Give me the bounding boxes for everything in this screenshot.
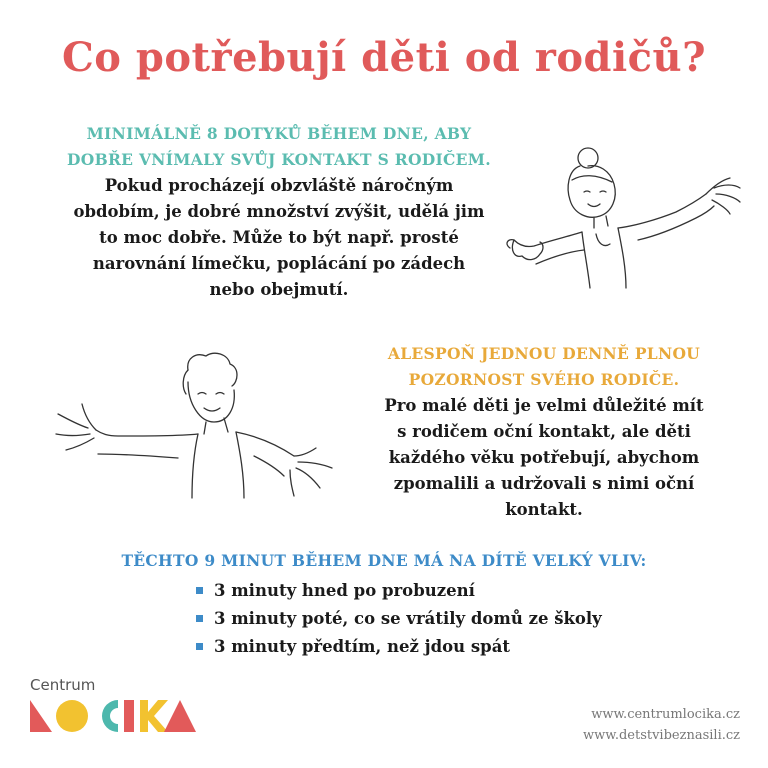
website-links bbox=[583, 704, 740, 746]
man-open-arms-illustration bbox=[48, 348, 348, 508]
section-touches-line-4: narovnání límečku, poplácání po zádech bbox=[92, 254, 466, 273]
centrum-locika-logo bbox=[28, 696, 198, 736]
section-attention-line-3: každého věku potřebují, abychom bbox=[388, 448, 700, 467]
section-touches-line-3: to moc dobře. Může to být např. prosté bbox=[99, 228, 459, 247]
section-attention-line-4: zpomalili a udržovali s nimi oční bbox=[393, 474, 695, 493]
section-attention-line-1: Pro malé děti je velmi důležité mít bbox=[384, 396, 704, 415]
url-detstvibeznasili[interactable]: www.detstvibeznasili.cz bbox=[582, 728, 740, 743]
url-centrumlocika[interactable]: www.centrumlocika.cz bbox=[591, 707, 740, 722]
woman-open-arms-illustration bbox=[500, 140, 750, 290]
section-attention-line-2: s rodičem oční kontakt, ale děti bbox=[397, 422, 691, 441]
bullet-icon bbox=[196, 615, 203, 622]
list-item bbox=[196, 577, 602, 605]
list-item-text: 3 minuty hned po probuzení bbox=[214, 581, 475, 600]
section-touches-heading-1: MINIMÁLNĚ 8 DOTYKŮ BĚHEM DNE, ABY bbox=[86, 124, 472, 143]
section-touches-line-2: obdobím, je dobré množství zvýšit, udělá jim bbox=[73, 202, 485, 221]
bullet-icon bbox=[196, 587, 203, 594]
section-touches-line-5: nebo obejmutí. bbox=[209, 280, 349, 299]
section-attention-heading-1: ALESPOŇ JEDNOU DENNĚ PLNOU bbox=[387, 344, 701, 363]
list-item bbox=[196, 605, 602, 633]
minutes-heading: TĚCHTO 9 MINUT BĚHEM DNE MÁ NA DÍTĚ VELKÝ VLIV: bbox=[121, 551, 647, 570]
bullet-icon bbox=[196, 643, 203, 650]
section-touches bbox=[56, 121, 502, 303]
section-touches-heading-2: DOBŘE VNÍMALY SVŮJ KONTAKT S RODIČEM. bbox=[67, 150, 491, 169]
minutes-list bbox=[196, 577, 602, 661]
list-item-text: 3 minuty poté, co se vrátily domů ze školy bbox=[214, 609, 602, 628]
page-title: Co potřebují děti od rodičů? bbox=[61, 34, 707, 81]
logo-small-text: Centrum bbox=[30, 676, 96, 694]
section-attention-heading-2: POZORNOST SVÉHO RODIČE. bbox=[408, 370, 680, 389]
list-item-text: 3 minuty předtím, než jdou spát bbox=[214, 637, 511, 656]
section-attention-line-5: kontakt. bbox=[505, 500, 583, 519]
section-touches-line-1: Pokud procházejí obzvláště náročným bbox=[104, 176, 454, 195]
list-item bbox=[196, 633, 602, 661]
section-attention bbox=[352, 341, 736, 523]
